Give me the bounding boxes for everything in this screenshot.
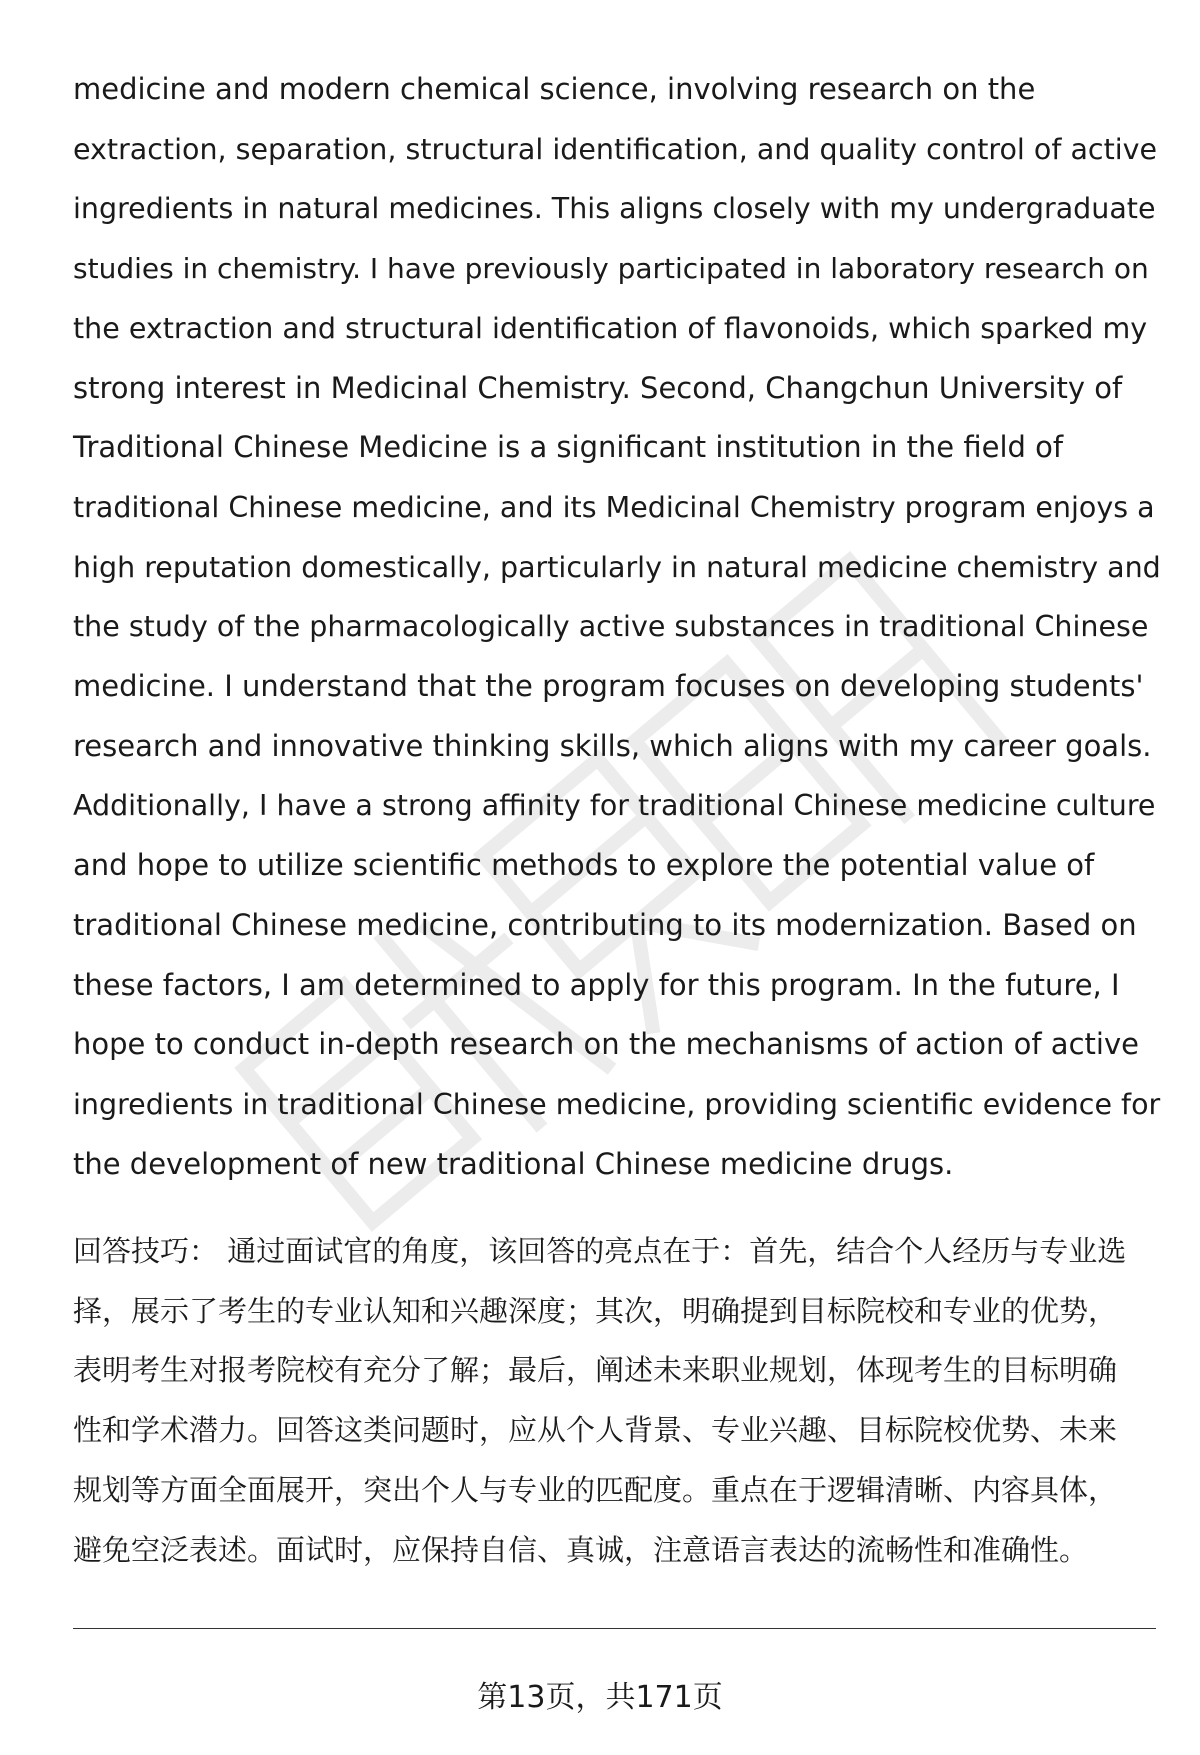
answer-line: high reputation domestically, particularly in natural medicine chemistry and — [73, 550, 1161, 584]
tips-line: 避免空泛表述。面试时，应保持自信、真诚，注意语言表达的流畅性和准确性。 — [73, 1532, 1089, 1567]
answer-line: traditional Chinese medicine, and its Medicinal Chemistry program enjoys a — [73, 490, 1155, 524]
answer-line: research and innovative thinking skills, which aligns with my career goals. — [73, 728, 1152, 763]
footer-divider — [73, 1628, 1156, 1629]
answer-line: Additionally, I have a strong affinity for traditional Chinese medicine culture — [73, 789, 1156, 823]
tips-line: 择，展示了考生的专业认知和兴趣深度；其次，明确提到目标院校和专业的优势， — [73, 1293, 1118, 1328]
page-number: 第13页，共171页 — [477, 1680, 723, 1715]
answer-line: traditional Chinese medicine, contributing to its modernization. Based on — [73, 907, 1137, 942]
answer-line: medicine. I understand that the program focuses on developing students' — [73, 669, 1144, 704]
tips-line: 表明考生对报考院校有充分了解；最后，阐述未来职业规划，体现考生的目标明确 — [73, 1353, 1118, 1388]
answer-line: hope to conduct in-depth research on the mechanisms of action of active — [73, 1027, 1139, 1062]
answer-line: ingredients in traditional Chinese medicine, providing scientific evidence for — [73, 1087, 1161, 1121]
answer-line: and hope to utilize scientific methods to explore the potential value of — [73, 848, 1095, 883]
answer-line: these factors, I am determined to apply for this program. In the future, I — [73, 967, 1120, 1002]
answer-line: the development of new traditional Chinese medicine drugs. — [73, 1146, 954, 1181]
answer-line: strong interest in Medicinal Chemistry. Second, Changchun University of — [73, 370, 1123, 405]
answer-text — [73, 60, 1163, 1194]
answer-line: ingredients in natural medicines. This aligns closely with my undergraduate — [73, 192, 1156, 226]
answer-line: the study of the pharmacologically active substances in traditional Chinese — [73, 610, 1149, 644]
answer-line: medicine and modern chemical science, involving research on the — [73, 72, 1036, 106]
tips-line: 规划等方面全面展开，突出个人与专业的匹配度。重点在于逻辑清晰、内容具体， — [73, 1472, 1118, 1507]
answer-line: studies in chemistry. I have previously participated in laboratory research on — [73, 252, 1149, 286]
tips-line: 性和学术潜力。回答这类问题时，应从个人背景、专业兴趣、目标院校优势、未来 — [73, 1413, 1118, 1448]
answer-line: the extraction and structural identification of flavonoids, which sparked my — [73, 311, 1148, 345]
answer-line: extraction, separation, structural identification, and quality control of active — [73, 132, 1158, 166]
tips-line: 回答技巧： 通过面试官的角度，该回答的亮点在于：首先，结合个人经历与专业选 — [73, 1234, 1127, 1268]
answer-tips — [73, 1222, 1163, 1580]
answer-line: Traditional Chinese Medicine is a significant institution in the field of — [73, 430, 1064, 465]
